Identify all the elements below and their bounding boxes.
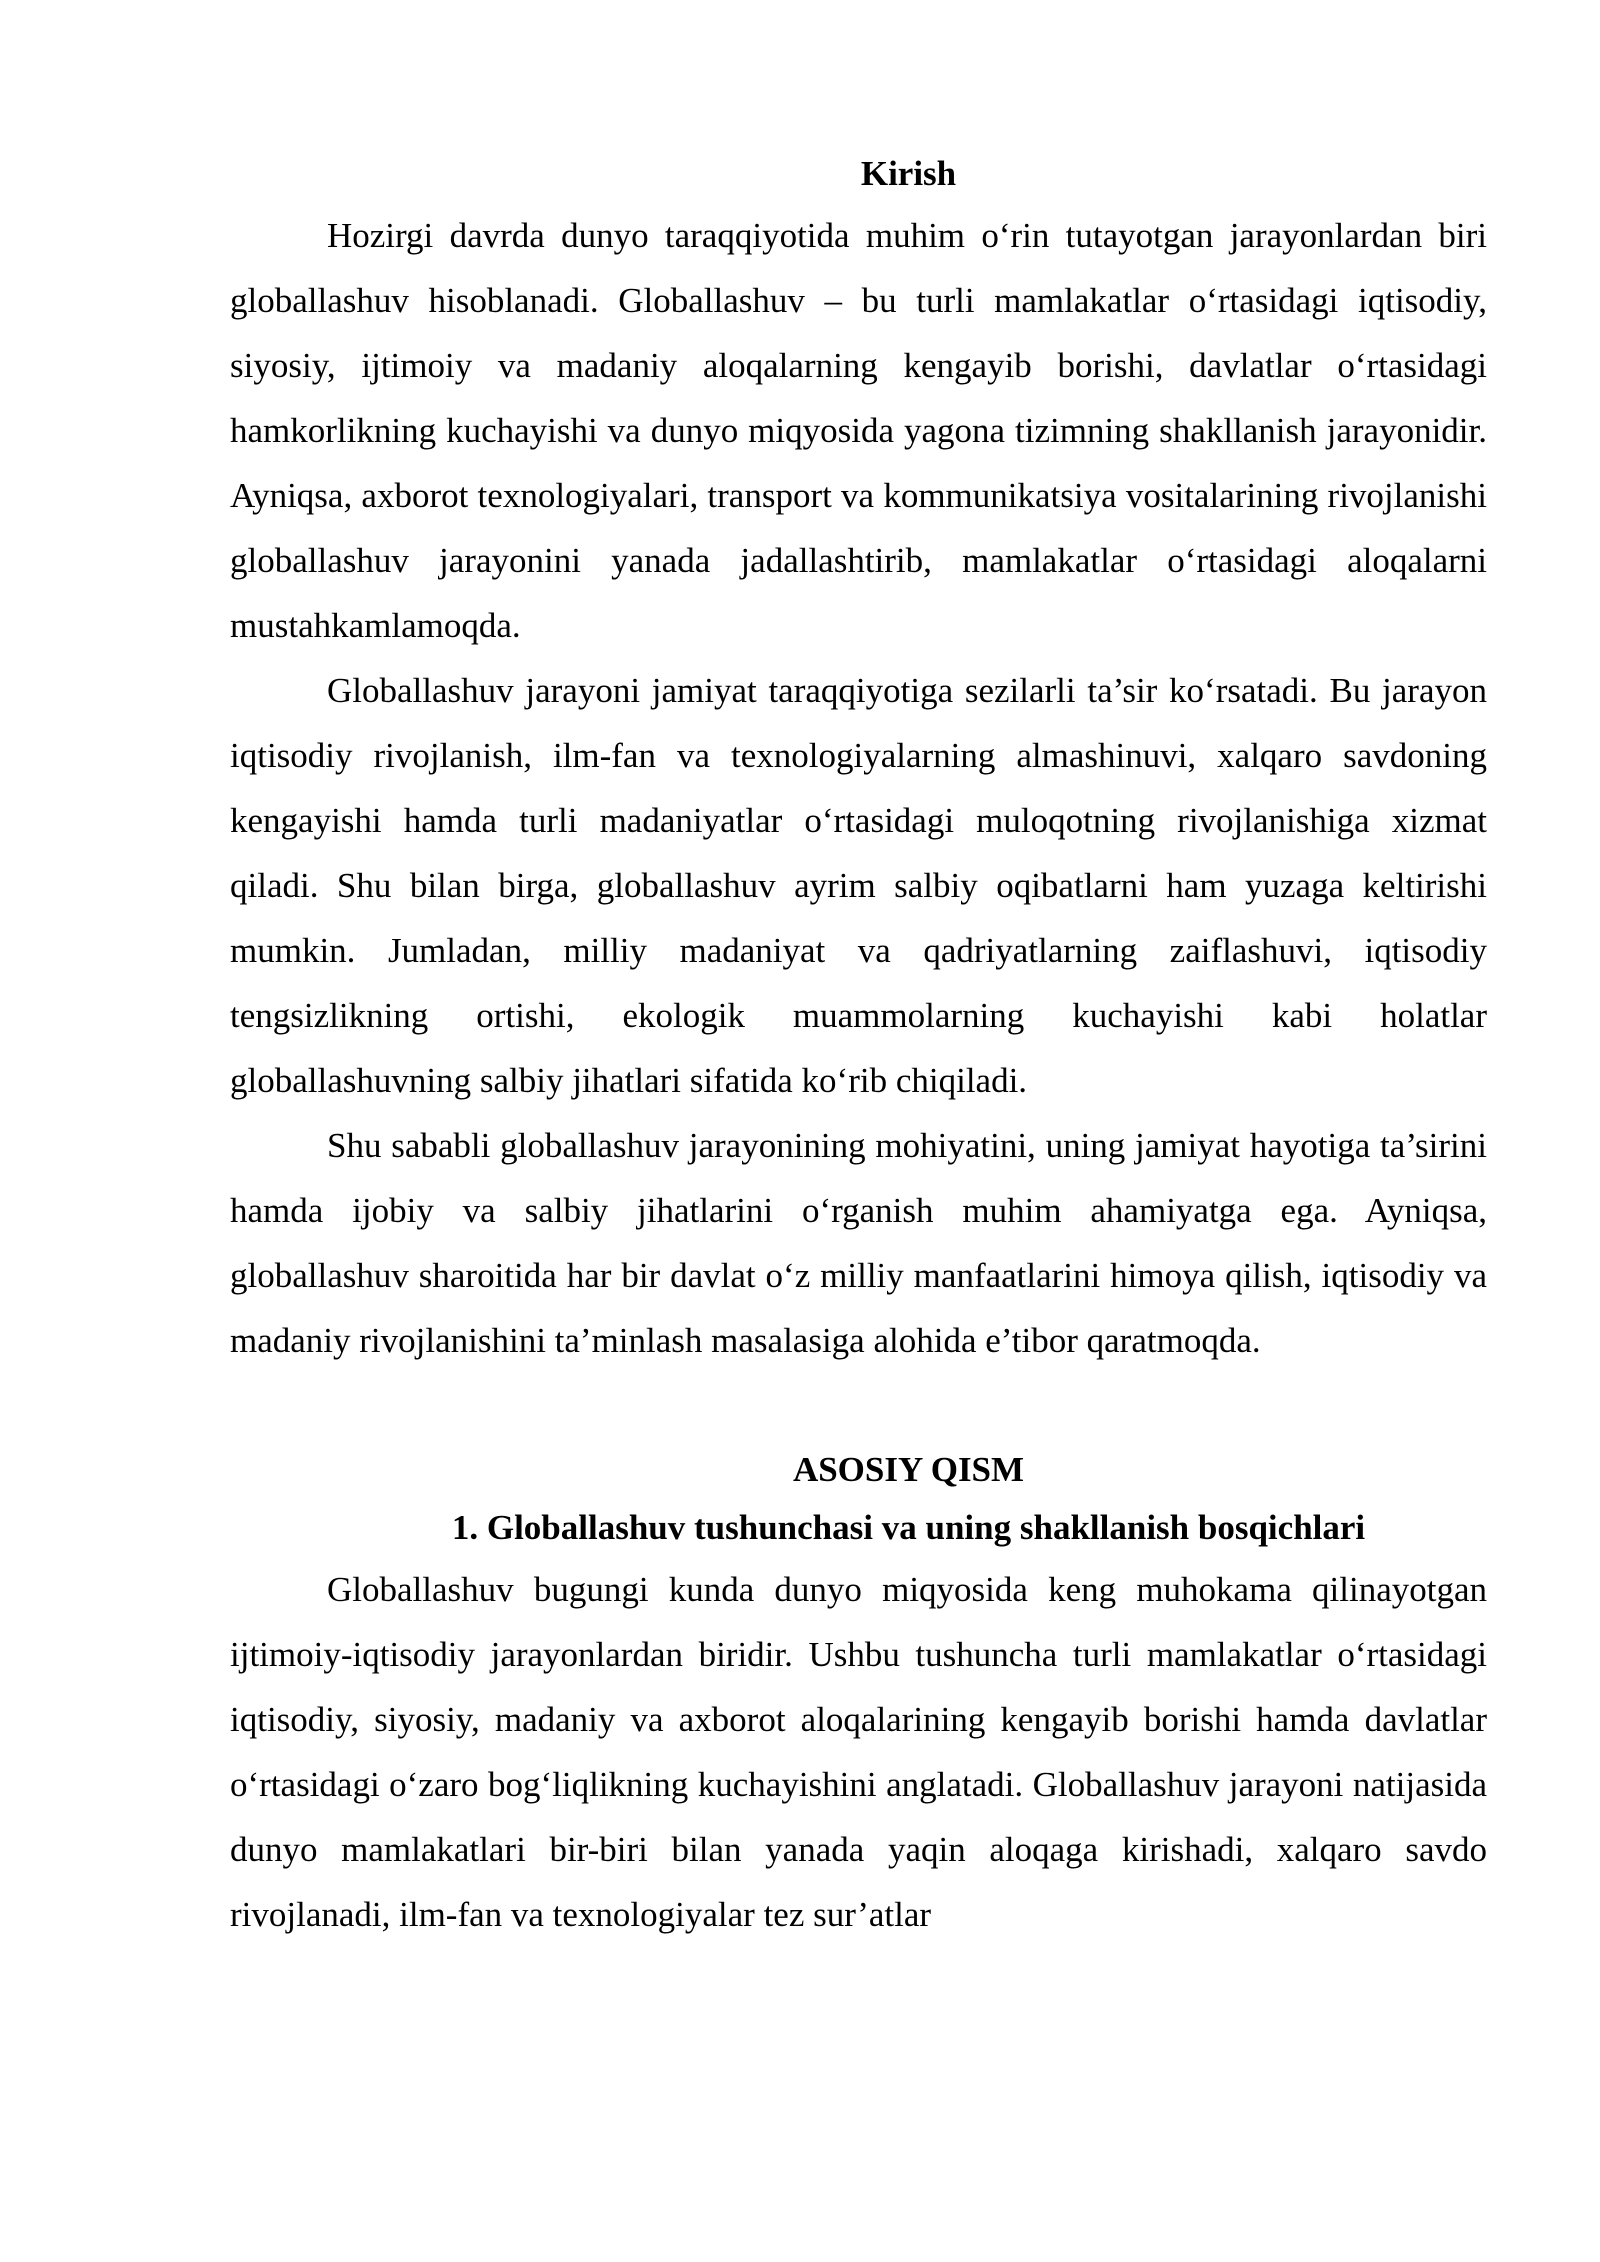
document-body <box>230 145 1487 1947</box>
intro-paragraph-1: Hozirgi davrda dunyo taraqqiyotida muhim o‘rin tutayotgan jarayonlardan biri globallashuv hisoblanadi. Globallashuv – bu turli mamlakatlar o‘rtasidagi iqtisodiy, siyosiy, ijtimoiy va madaniy aloqalarning kengayib borishi, davlatlar o‘rtasidagi hamkorlikning kuchayishi va dunyo miqyosida yagona tizimning shakllanish jarayonidir. Ayniqsa, axborot texnologiyalari, transport va kommunikatsiya vositalarining rivojlanishi globallashuv jarayonini yanada jadallashtirib, mamlakatlar o‘rtasidagi aloqalarni mustahkamlamoqda. <box>230 216 1487 645</box>
section-1-paragraph-1: Globallashuv bugungi kunda dunyo miqyosida keng muhokama qilinayotgan ijtimoiy-iqtisodiy jarayonlardan biridir. Ushbu tushuncha turli mamlakatlar o‘rtasidagi iqtisodiy, siyosiy, madaniy va axborot aloqalarining kengayib borishi hamda davlatlar o‘rtasidagi o‘zaro bog‘liqlikning kuchayishini anglatadi. Globallashuv jarayoni natijasida dunyo mamlakatlari bir-biri bilan yanada yaqin aloqaga kirishadi, xalqaro savdo rivojlanadi, ilm-fan va texnologiyalar tez sur’atlar <box>230 1570 1487 1934</box>
intro-paragraph-3: Shu sababli globallashuv jarayonining mohiyatini, uning jamiyat hayotiga ta’sirini hamda ijobiy va salbiy jihatlarini o‘rganish muhim ahamiyatga ega. Ayniqsa, globallashuv sharoitida har bir davlat o‘z milliy manfaatlarini himoya qilish, iqtisodiy va madaniy rivojlanishini ta’minlash masalasiga alohida e’tibor qaratmoqda. <box>230 1126 1487 1360</box>
heading-asosiy-qism: ASOSIY QISM <box>792 1450 1025 1489</box>
heading-kirish: Kirish <box>860 154 957 193</box>
section-1-title: 1. Globallashuv tushunchasi va uning shakllanish bosqichlari <box>451 1508 1366 1547</box>
intro-paragraph-2: Globallashuv jarayoni jamiyat taraqqiyotiga sezilarli ta’sir ko‘rsatadi. Bu jarayon iqtisodiy rivojlanish, ilm-fan va texnologiyalarning almashinuvi, xalqaro savdoning kengayishi hamda turli madaniyatlar o‘rtasidagi muloqotning rivojlanishiga xizmat qiladi. Shu bilan birga, globallashuv ayrim salbiy oqibatlarni ham yuzaga keltirishi mumkin. Jumladan, milliy madaniyat va qadriyatlarning zaiflashuvi, iqtisodiy tengsizlikning ortishi, ekologik muammolarning kuchayishi kabi holatlar globallashuvning salbiy jihatlari sifatida ko‘rib chiqiladi. <box>230 671 1487 1100</box>
